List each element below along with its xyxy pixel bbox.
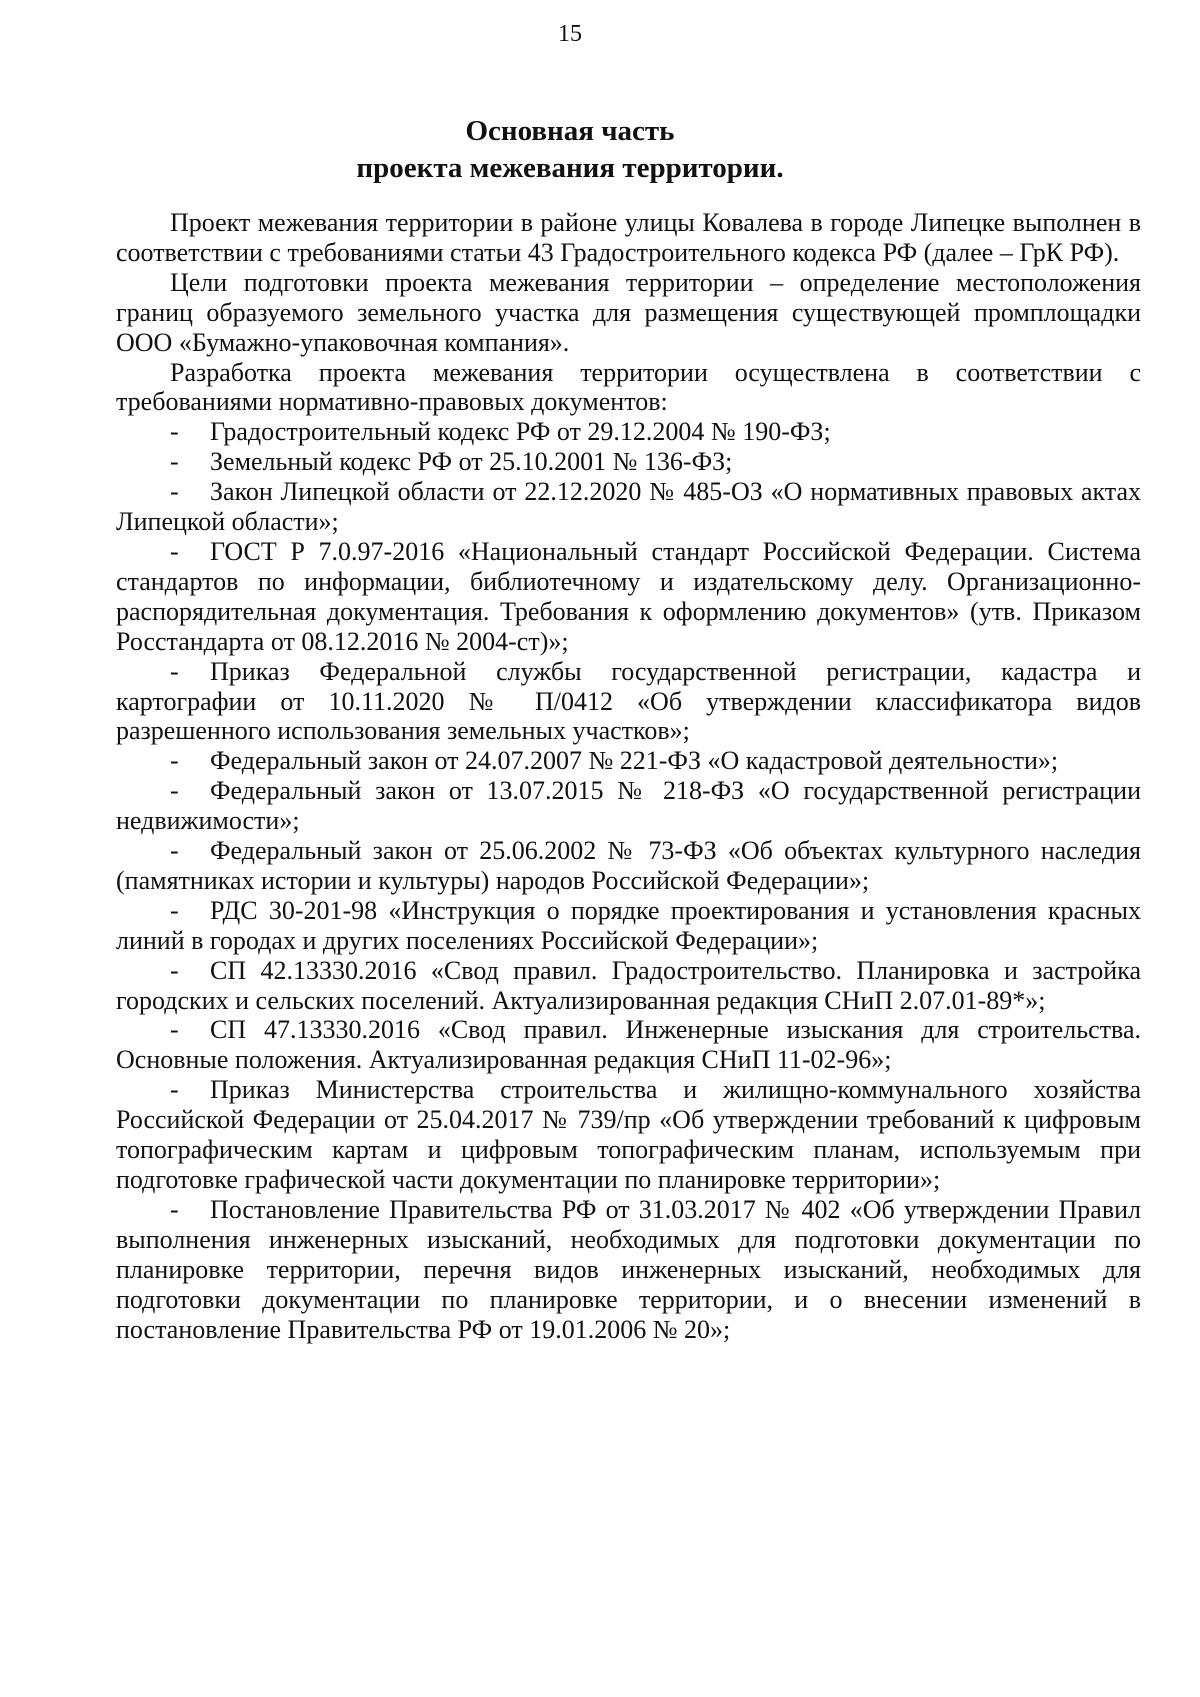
list-bullet: -	[170, 1075, 179, 1105]
list-bullet: -	[170, 477, 179, 507]
list-item	[116, 417, 1141, 447]
list-item-text: Градостроительный кодекс РФ от 29.12.2004 № 190-ФЗ;	[210, 417, 831, 447]
list-item	[116, 537, 1141, 657]
list-item	[116, 746, 1141, 776]
list-item-text: СП 47.13330.2016 «Свод правил. Инженерные изыскания для строительства. Основные положения. Актуализированная редакция СНиП 11-02-96»;	[116, 1015, 1141, 1075]
list-item-text: РДС 30-201-98 «Инструкция о порядке проектирования и установления красных линий в городах и других поселениях Российской Федерации»;	[116, 895, 1141, 955]
list-item	[116, 477, 1141, 537]
list-bullet: -	[170, 656, 179, 686]
list-bullet: -	[170, 776, 179, 806]
list-item-text: Федеральный закон от 25.06.2002 № 73-ФЗ «Об объектах культурного наследия (памятниках истории и культуры) народов Российской Федерации»;	[116, 836, 1141, 895]
list-bullet: -	[170, 417, 179, 447]
list-bullet: -	[170, 895, 179, 925]
list-bullet: -	[170, 536, 179, 566]
list-item-text: Земельный кодекс РФ от 25.10.2001 № 136-ФЗ;	[210, 447, 733, 477]
list-bullet: -	[170, 836, 179, 866]
paragraph-goals: Цели подготовки проекта межевания территории – определение местоположения границ образуемого земельного участка для размещения существующей промплощадки ООО «Бумажно-упаковочная компания».	[116, 267, 1141, 357]
list-item-text: Приказ Федеральной службы государственной регистрации, кадастра и картографии от 10.11.2020 № П/0412 «Об утверждении классификатора видов разрешенного использования земельных участков»;	[116, 656, 1141, 746]
list-item-text: Федеральный закон от 24.07.2007 № 221-ФЗ «О кадастровой деятельности»;	[210, 746, 1059, 776]
paragraph-intro: Проект межевания территории в районе улицы Ковалева в городе Липецке выполнен в соответствии с требованиями статьи 43 Градостроительного кодекса РФ (далее – ГрК РФ).	[116, 208, 1141, 267]
list-item	[116, 896, 1141, 956]
list-item	[116, 1075, 1141, 1195]
list-item	[116, 776, 1141, 836]
list-bullet: -	[170, 447, 179, 477]
list-item-text: Приказ Министерства строительства и жилищно-коммунального хозяйства Российской Федерации от 25.04.2017 № 739/пр «Об утверждении требований к цифровым топографическим картам и цифровым топографическим планам, используемым при подготовке графической части документации по планировке территории»;	[116, 1075, 1141, 1194]
list-bullet: -	[170, 1015, 179, 1045]
page-title	[0, 113, 1140, 187]
documents-list	[116, 417, 1141, 1344]
list-item	[116, 447, 1141, 477]
list-bullet: -	[170, 955, 179, 985]
page-number: 15	[558, 21, 582, 47]
document-body	[116, 208, 1141, 1344]
list-item-text: Федеральный закон от 13.07.2015 № 218-ФЗ «О государственной регистрации недвижимости»;	[116, 776, 1141, 836]
list-item-text: СП 42.13330.2016 «Свод правил. Градостроительство. Планировка и застройка городских и сельских поселений. Актуализированная редакция СНиП 2.07.01-89*»;	[116, 955, 1141, 1015]
title-line-2: проекта межевания территории.	[356, 152, 784, 184]
paragraph-requirements: Разработка проекта межевания территории осуществлена в соответствии с требованиями нормативно-правовых документов:	[116, 357, 1141, 417]
list-item	[116, 836, 1141, 896]
list-item-text: ГОСТ Р 7.0.97-2016 «Национальный стандарт Российской Федерации. Система стандартов по информации, библиотечному и издательскому делу. Организационно-распорядительная документация. Требования к оформлению документов» (утв. Приказом Росстандарта от 08.12.2016 № 2004-ст)»;	[116, 536, 1141, 656]
list-item	[116, 1015, 1141, 1075]
list-item-text: Закон Липецкой области от 22.12.2020 № 485-ОЗ «О нормативных правовых актах Липецкой области»;	[116, 477, 1141, 537]
list-bullet: -	[170, 1194, 179, 1224]
list-bullet: -	[170, 746, 179, 776]
list-item	[116, 1195, 1141, 1345]
list-item	[116, 956, 1141, 1016]
list-item-text: Постановление Правительства РФ от 31.03.2017 № 402 «Об утверждении Правил выполнения инженерных изысканий, необходимых для подготовки документации по планировке территории, перечня видов инженерных изысканий, необходимых для подготовки документации по планировке территории, и о внесении изменений в постановление Правительства РФ от 19.01.2006 № 20»;	[116, 1194, 1141, 1344]
list-item	[116, 657, 1141, 747]
title-line-1: Основная часть	[465, 115, 675, 147]
